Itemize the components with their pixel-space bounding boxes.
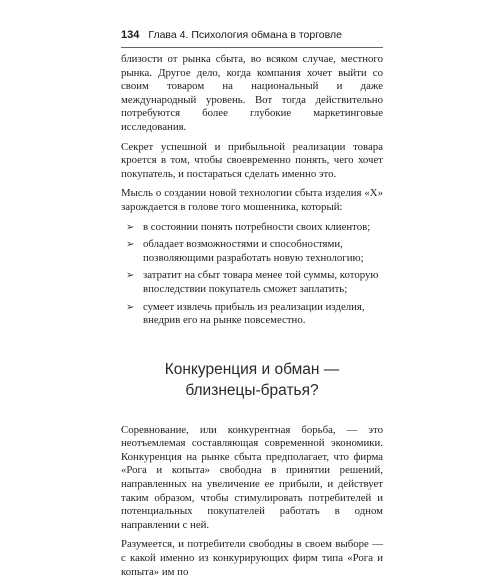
list-item-text: затратит на сбыт товара менее той суммы, которую впоследствии покупатель сможет заплатить; [143,269,379,295]
section-heading-line: близнецы-братья? [185,381,319,399]
running-head [121,29,406,45]
list-item-text: обладает возможностями и способностями, позволяющими разработать новую технологию; [143,238,364,264]
section-heading-line: Конкуренция и обман — [164,360,340,378]
list-item [121,238,383,265]
list-item [121,221,383,235]
paragraph: близости от рынка сбыта, во всяком случае, местного рынка. Другое дело, когда компания хочет выйти со своим товаром на национальный и даже международный уровень. Вот тогда действительно потребуются более глубокие маркетинговые исследования. [121,53,383,133]
list-item [121,301,383,328]
list-item-text: сумеет извлечь прибыль из реализации изделия, внедрив его на рынке повсеместно. [143,300,365,327]
arrow-bullet-icon: ➢ [126,301,135,313]
list-item [121,269,383,296]
header-divider [121,47,383,48]
page-number: 134 [121,29,140,41]
arrow-bullet-icon: ➢ [126,221,135,233]
list-item-text: в состоянии понять потребности своих клиентов; [143,220,371,233]
section-heading [121,359,383,401]
bullet-list [121,221,383,328]
arrow-bullet-icon: ➢ [126,239,135,251]
paragraph: Мысль о создании новой технологии сбыта изделия «Х» зарождается в голове того мошенника, который: [121,187,383,213]
paragraph: Секрет успешной и прибыльной реализации товара кроется в том, чтобы своевременно понять, чего хочет покупатель, и постараться сделать именно это. [121,140,383,180]
body-text [121,53,383,585]
paragraph: Разумеется, и потребители свободны в своем выборе — с какой именно из конкурирующих фирм типа «Рога и копыта» им по [121,538,383,578]
chapter-title: Глава 4. Психология обмана в торговле [148,29,342,41]
arrow-bullet-icon: ➢ [126,270,135,282]
paragraph: Соревнование, или конкурентная борьба, — это неотъемлемая составляющая современной экономики. Конкуренция на рынке сбыта предполагает, что фирма «Рога и копыта» свободна в принятии решений, направленных на увеличение ее прибыли, и действует таким образом, чтобы стимулировать потребителей и потенциальных покупателей работать в одном направлении с ней. [121,423,383,531]
